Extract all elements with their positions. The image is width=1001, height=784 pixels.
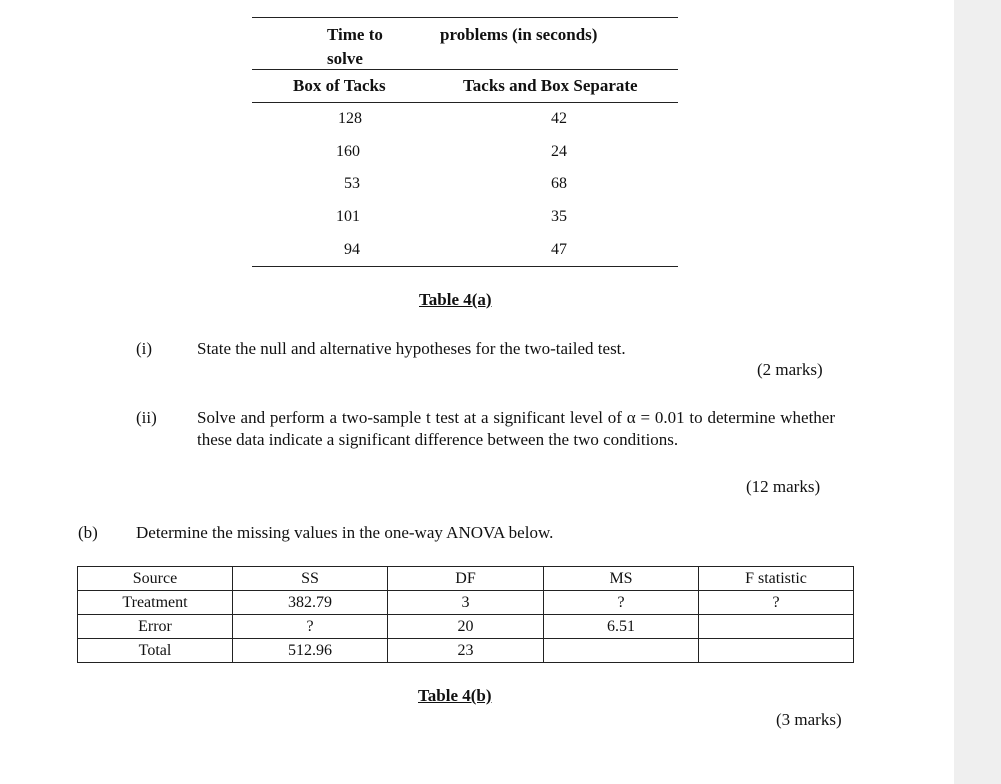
- table-4a-caption: Table 4(a): [419, 290, 492, 309]
- header-time-to: Time to: [327, 25, 383, 44]
- question-i-text: State the null and alternative hypotheses for the two-tailed test.: [197, 339, 626, 358]
- anova-table: [77, 566, 854, 663]
- anova-header-row: [78, 567, 854, 591]
- header-solve: solve: [327, 49, 363, 68]
- col-header-box-of-tacks: Box of Tacks: [293, 76, 386, 95]
- table-cell: 94: [344, 241, 360, 258]
- anova-header-cell: Source: [78, 567, 233, 591]
- anova-header-cell: DF: [388, 567, 544, 591]
- table-cell: 47: [551, 241, 567, 258]
- anova-row-error: [78, 615, 854, 639]
- table-rule-mid: [252, 69, 678, 70]
- anova-cell: [544, 639, 699, 663]
- table-cell: 35: [551, 208, 567, 225]
- table-cell: 68: [551, 175, 567, 192]
- table-cell: 53: [344, 175, 360, 192]
- anova-cell: 512.96: [233, 639, 388, 663]
- anova-cell: [699, 615, 854, 639]
- table-rule-bottom: [252, 266, 678, 267]
- anova-cell: ?: [544, 591, 699, 615]
- table-rule-top: [252, 17, 678, 18]
- anova-header-cell: F statistic: [699, 567, 854, 591]
- table-rule-header: [252, 102, 678, 103]
- table-cell: 24: [551, 143, 567, 160]
- col-header-tacks-and-box-separate: Tacks and Box Separate: [463, 76, 638, 95]
- anova-cell: Treatment: [78, 591, 233, 615]
- anova-cell: Total: [78, 639, 233, 663]
- question-i-marks: (2 marks): [757, 360, 823, 379]
- table-cell: 101: [336, 208, 360, 225]
- question-ii-text: Solve and perform a two-sample t test at a significant level of α = 0.01 to determine whether these data indicate a significant difference between the two conditions.: [197, 408, 835, 449]
- question-i-label: (i): [136, 339, 153, 358]
- anova-cell: ?: [699, 591, 854, 615]
- anova-cell: Error: [78, 615, 233, 639]
- anova-cell: 6.51: [544, 615, 699, 639]
- anova-cell: ?: [233, 615, 388, 639]
- table-4b-caption: Table 4(b): [418, 686, 492, 705]
- question-ii-marks: (12 marks): [746, 477, 821, 496]
- header-problems: problems (in seconds): [440, 25, 598, 44]
- anova-header-cell: SS: [233, 567, 388, 591]
- question-ii-label: (ii): [136, 408, 157, 427]
- part-b-text: Determine the missing values in the one-way ANOVA below.: [136, 523, 554, 542]
- part-b-label: (b): [78, 523, 98, 542]
- part-b-marks: (3 marks): [776, 710, 842, 729]
- side-panel: [954, 0, 1001, 784]
- anova-cell: 3: [388, 591, 544, 615]
- anova-cell: 23: [388, 639, 544, 663]
- table-cell: 128: [338, 110, 362, 127]
- anova-header-cell: MS: [544, 567, 699, 591]
- table-cell: 42: [551, 110, 567, 127]
- anova-row-treatment: [78, 591, 854, 615]
- anova-row-total: [78, 639, 854, 663]
- anova-cell: [699, 639, 854, 663]
- table-cell: 160: [336, 143, 360, 160]
- anova-cell: 20: [388, 615, 544, 639]
- anova-cell: 382.79: [233, 591, 388, 615]
